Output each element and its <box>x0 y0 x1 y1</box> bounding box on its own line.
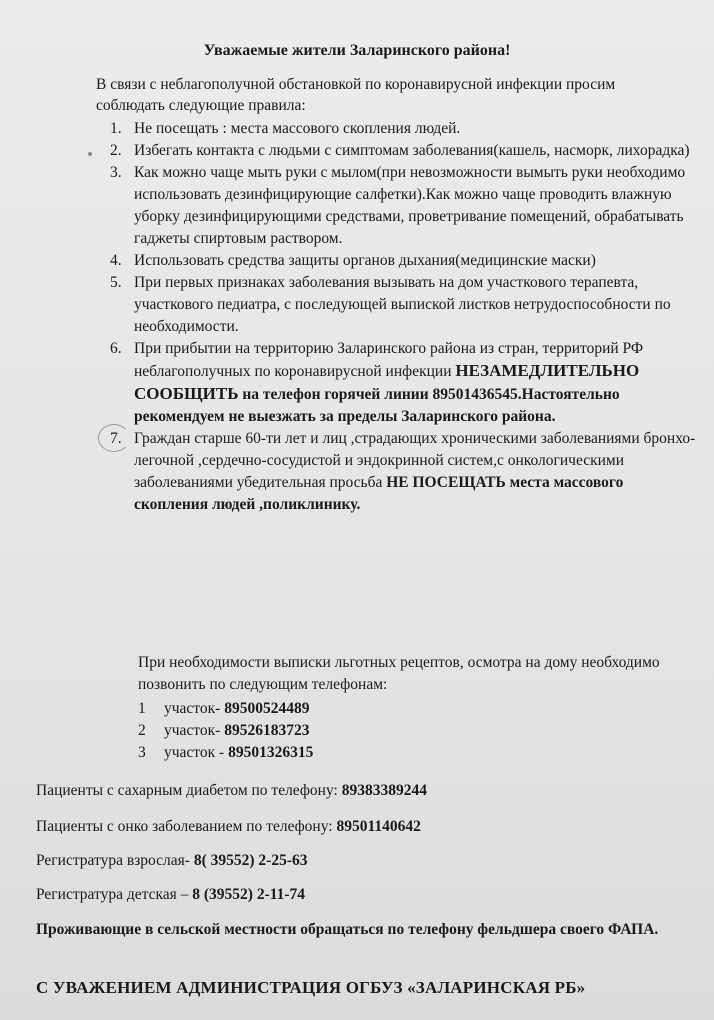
intro-text: В связи с неблагополучной обстановкой по коронавирусной инфекции просим соблюдать следующие правила: <box>96 76 616 114</box>
rule-text: Избегать контакта с людьми с симптомам заболевания(кашель, насморк, лихорадка) <box>134 142 690 159</box>
rules-list <box>110 118 700 516</box>
rule-item <box>110 140 700 162</box>
contact-phone: 89383389244 <box>341 782 427 799</box>
contact-line <box>36 782 696 800</box>
district-number: 3 <box>138 744 146 761</box>
notice-title: Уважаемые жители Заларинского района! <box>203 42 511 59</box>
rule-text: Не посещать : места массового скопления людей. <box>134 120 461 137</box>
district-phone: 89526183723 <box>224 722 310 739</box>
closing-signature: С УВАЖЕНИЕМ АДМИНИСТРАЦИЯ ОГБУЗ «ЗАЛАРИНСКАЯ РБ» <box>36 978 586 997</box>
rule-item <box>110 162 700 250</box>
contact-line <box>36 852 696 870</box>
ink-dot <box>88 152 92 156</box>
contact-label: Регистратура детская – <box>36 886 193 903</box>
district-label: участок- <box>164 700 225 717</box>
district-number: 1 <box>138 700 146 717</box>
contact-line <box>36 818 696 836</box>
rule-number: 3. <box>110 164 122 181</box>
rule-text: Использовать средства защиты органов дыхания(медицинские маски) <box>134 252 596 269</box>
rule-number: 7. <box>110 430 122 447</box>
rule-item <box>110 272 700 338</box>
district-label: участок - <box>164 744 229 761</box>
contact-phone: 89501140642 <box>336 818 421 835</box>
rule-item <box>110 428 700 516</box>
district-label: участок- <box>164 722 225 739</box>
rule-number: 2. <box>110 142 122 159</box>
contact-phone: 8 (39552) 2-11-74 <box>192 886 306 903</box>
rule-item <box>110 338 700 428</box>
rural-notice: Проживающие в сельской местности обращаться по телефону фельдшера своего ФАПА. <box>36 921 659 938</box>
district-phone: 89500524489 <box>224 700 310 717</box>
contact-label: Пациенты с сахарным диабетом по телефону: <box>36 782 342 799</box>
district-row <box>138 698 538 720</box>
rule-emphasis: НЕ ПОСЕЩАТЬ места массового скопления людей ,поликлинику. <box>134 474 624 513</box>
contact-line <box>36 886 696 904</box>
prescription-note: При необходимости выписки льготных рецептов, осмотра на дому необходимо позвонить по следующим телефонам: <box>138 654 660 693</box>
district-phones <box>138 698 538 764</box>
contact-label: Регистратура взрослая- <box>36 852 194 869</box>
contact-label: Пациенты с онко заболеванием по телефону: <box>36 818 337 835</box>
rule-number: 1. <box>110 120 122 137</box>
rule-item <box>110 118 700 140</box>
rule-text-bold: на телефон горячей линии 89501436545.Настоятельно рекомендуем не выезжать за пределы Заларинского района. <box>134 386 620 425</box>
district-phone: 89501326315 <box>228 744 314 761</box>
rule-number: 6. <box>110 340 122 357</box>
rule-number: 4. <box>110 252 122 269</box>
rule-number: 5. <box>110 274 122 291</box>
district-number: 2 <box>138 722 146 739</box>
rule-emphasis: НЕЗАМЕДЛИТЕЛЬНО СООБЩИТЬ <box>134 361 640 403</box>
rule-text: Как можно чаще мыть руки с мылом(при невозможности вымыть руки необходимо использовать дезинфицирующие салфетки).Как можно чаще проводить влажную уборку дезинфицирующими средствами, проветривание помещений, обрабатывать гаджеты спиртовым раствором. <box>134 164 686 247</box>
district-row <box>138 720 538 742</box>
rule-item <box>110 250 700 272</box>
contact-phone: 8( 39552) 2-25-63 <box>193 852 308 869</box>
rule-text: При прибытии на территорию Заларинского района из стран, территорий РФ неблагополучных по коронавирусной инфекции <box>134 340 644 380</box>
rule-text: Граждан старше 60-ти лет и лиц ,страдающих хроническими заболеваниями бронхо-легочной ,сердечно-сосудистой и эндокринной систем,с онкологическими заболеваниями убедительная просьба <box>134 430 696 491</box>
district-row <box>138 742 538 764</box>
rule-text: При первых признаках заболевания вызывать на дом участкового терапевта, участкового педиатра, с последующей выпиской листков нетрудоспособности по необходимости. <box>134 274 671 335</box>
